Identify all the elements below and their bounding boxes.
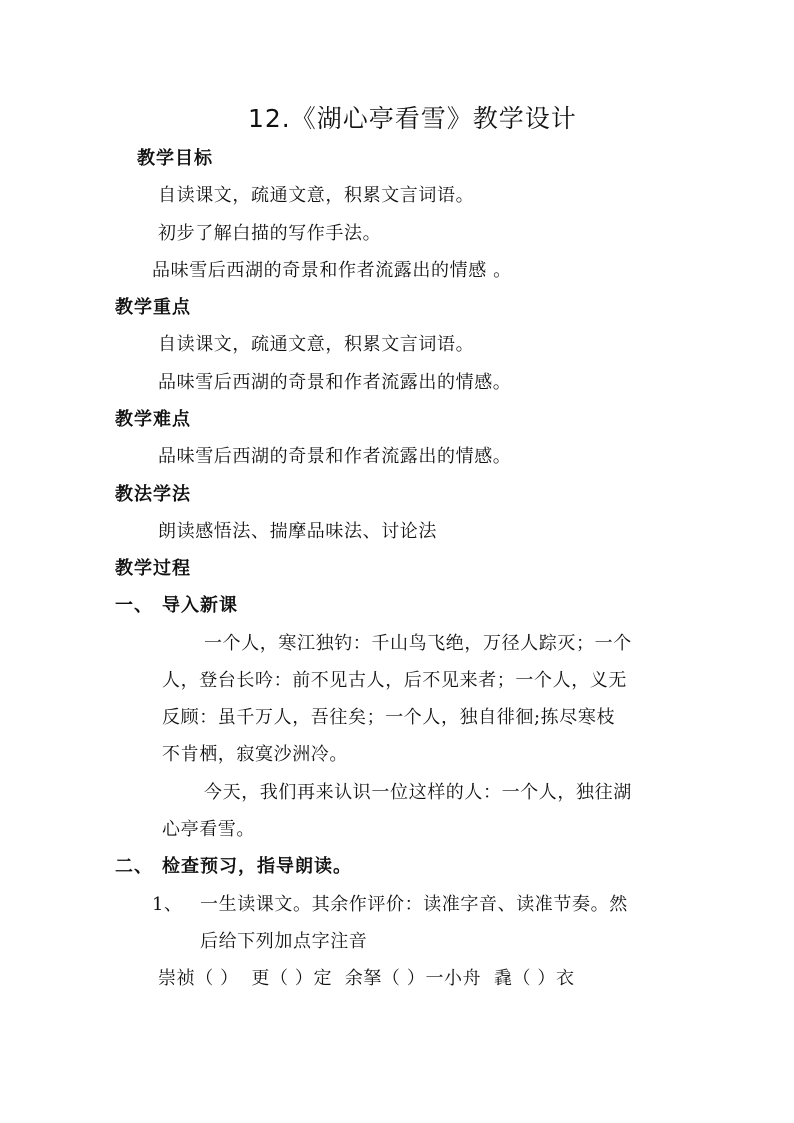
intro-paragraph-line: 人，登台长吟：前不见古人，后不见来者；一个人，义无 [162, 670, 627, 691]
section1-number: 一、 [115, 595, 153, 616]
phonetic-exercise-line: 崇祯（ ） 更（ ）定 余拏（ ）一小舟 毳（ ）衣 [158, 968, 575, 989]
objectives-heading: 教学目标 [137, 148, 213, 169]
process-heading: 教学过程 [115, 558, 191, 579]
key-point-item: 自读课文，疏通文意，积累文言词语。 [158, 334, 475, 355]
intro-paragraph-line: 心亭看雪。 [162, 819, 255, 840]
difficulty-item: 品味雪后西湖的奇景和作者流露出的情感。 [158, 446, 512, 467]
methods-text: 朗读感悟法、揣摩品味法、讨论法 [158, 521, 437, 542]
difficulties-heading: 教学难点 [115, 409, 191, 430]
page-title: 12.《湖心亭看雪》教学设计 [248, 104, 577, 133]
item1-line: 一生读课文。其余作评价：读准字音、读准节奏。然 [200, 894, 628, 915]
methods-heading: 教法学法 [115, 484, 191, 505]
key-point-item: 品味雪后西湖的奇景和作者流露出的情感。 [158, 372, 512, 393]
section2-number: 二、 [115, 856, 153, 877]
section1-heading: 导入新课 [162, 595, 238, 616]
intro-paragraph-line: 今天，我们再来认识一位这样的人：一个人，独往湖 [204, 782, 632, 803]
key-points-heading: 教学重点 [115, 297, 191, 318]
item1-number: 1、 [152, 894, 183, 915]
intro-paragraph-line: 不肯栖，寂寞沙洲冷。 [162, 744, 348, 765]
section2-heading: 检查预习，指导朗读。 [162, 856, 352, 877]
objective-item: 初步了解白描的写作手法。 [158, 223, 382, 244]
objective-item: 自读课文，疏通文意，积累文言词语。 [158, 185, 475, 206]
intro-paragraph-line: 一个人，寒江独钓：千山鸟飞绝，万径人踪灭；一个 [204, 633, 632, 654]
intro-paragraph-line: 反顾：虽千万人，吾往矣；一个人，独自徘徊;拣尽寒枝 [162, 707, 616, 728]
objective-item: 品味雪后西湖的奇景和作者流露出的情感 。 [152, 260, 512, 281]
item1-line: 后给下列加点字注音 [200, 931, 368, 952]
